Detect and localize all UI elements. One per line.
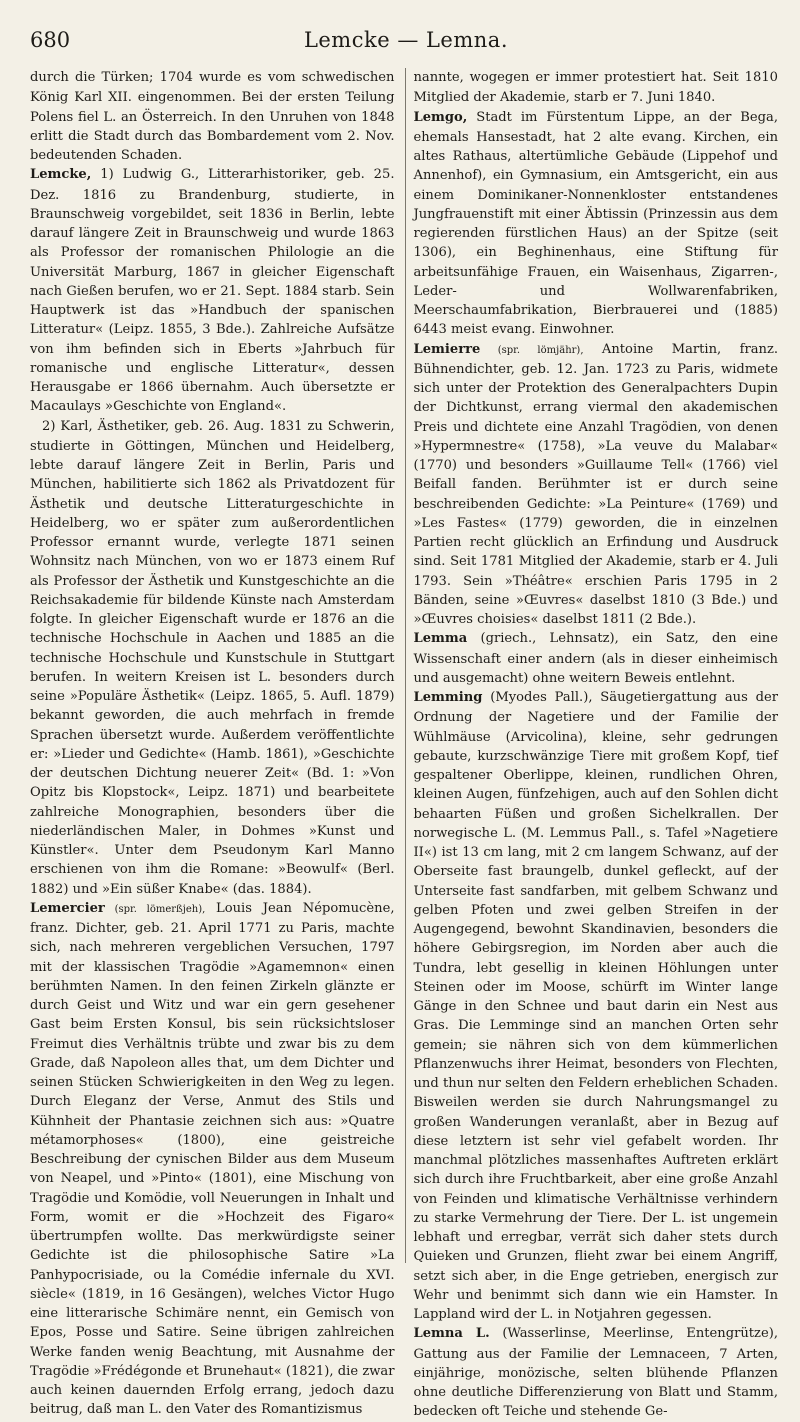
entry-headword: Lemercier: [30, 900, 105, 916]
entry-headword: Lemma: [413, 631, 468, 647]
paragraph: [414, 340, 779, 630]
paragraph: [414, 1324, 779, 1421]
paragraph: [414, 108, 779, 340]
page-header: [30, 28, 778, 58]
entry-text: Antoine Martin, franz. Bühnendichter, geb. 12. Jan. 1723 zu Paris, widmete sich unter der Protektion des Generalpachters Dupin der Dichtkunst, errang viermal den akademischen Preis und dichtete eine Anzahl Tragödien, von denen »Hypermnestre« (1758), »La veuve du Malabar« (1770) und besonders »Guillaume Tell« (1766) viel Beifall fanden. Berühmter ist er durch seine beschreibenden Gedichte: »La Peinture« (1769) und »Les Fastes« (1779) geworden, die in einzelnen Partien recht glücklich an Erfindung und Ausdruck sind. Seit 1781 Mitglied der Akademie, starb er 4. Juli 1793. Sein »Théâtre« erschien Paris 1795 in 2 Bänden, seine »Œuvres« daselbst 1810 (3 Bde.) und »Œuvres choisies« daselbst 1811 (2 Bde.).: [413, 341, 779, 627]
paragraph: [30, 68, 395, 165]
entry-text: 2) Karl, Ästhetiker, geb. 26. Aug. 1831 zu Schwerin, studierte in Göttingen, München und Heidelberg, lebte darauf längere Zeit in Berlin, Paris und München, habilitierte sich 1862 als Privatdozent für Ästhetik und deutsche Litteraturgeschichte in Heidelberg, wo er später zum außerordentlichen Professor ernannt wurde, verlegte 1871 seinen Wohnsitz nach München, von wo er 1873 einem Ruf als Professor der Ästhetik und Kunstgeschichte an die Reichsakademie für bildende Künste nach Amsterdam folgte. In gleicher Eigenschaft wurde er 1876 an die technische Hochschule in Aachen und 1885 an die technische Hochschule und Kunstschule in Stuttgart berufen. In weitern Kreisen ist L. besonders durch seine »Populäre Ästhetik« (Leipz. 1865, 5. Aufl. 1879) bekannt geworden, die auch mehrfach in fremde Sprachen übersetzt wurde. Außerdem veröffentlichte er: »Lieder und Gedichte« (Hamb. 1861), »Geschichte der deutschen Dichtung neuerer Zeit« (Bd. 1: »Von Opitz bis Klopstock«, Leipz. 1871) und bearbeitete zahlreiche Monographien, besonders über die niederländischen Maler, in Dohmes »Kunst und Künstler«. Unter dem Pseudonym Karl Manno erschienen von ihm die Romane: »Beowulf« (Berl. 1882) und »Ein süßer Knabe« (das. 1884).: [30, 418, 395, 897]
entry-headword: Lemming: [413, 690, 483, 705]
paragraph: [414, 629, 779, 688]
entry-text: (Myodes Pall.), Säugetiergattung aus der Ordnung der Nagetiere und der Familie der Wühlmäuse (Arvicolina), kleine, sehr gedrungen gebaute, kurzschwänzige Tiere mit großem Kopf, tief gespaltener Oberlippe, kleinen, rundlichen Ohren, kleinen Augen, fünfzehigen, auch auf den Sohlen dicht behaarten Füßen und großen Sichelkrallen. Der norwegische L. (M. Lemmus Pall., s. Tafel »Nagetiere II«) ist 13 cm lang, mit 2 cm langem Schwanz, auf der Oberseite fast braungelb, dunkel gefleckt, auf der Unterseite fast sandfarben, mit gelbem Schwanz und gelben Pfoten und zwei gelben Streifen in der Augengegend, bewohnt Skandinavien, besonders die höhere Gebirgsregion, im Norden aber auch die Tundra, lebt gesellig in kleinen Höhlungen unter Steinen oder im Moose, schürft im Winter lange Gänge in den Schnee und baut darin ein Nest aus Gras. Die Lemminge sind an manchen Orten sehr gemein; sie nähren sich von dem kümmerlichen Pflanzenwuchs ihrer Heimat, besonders von Flechten, und thun nur selten den Feldern erheblichen Schaden. Bisweilen werden sie durch Nahrungsmangel zu großen Wanderungen veranlaßt, aber in Bezug auf diese letztern ist sehr viel gefabelt worden. Ihr manchmal plötzliches massenhaftes Auftreten erklärt sich durch ihre Fruchtbarkeit, aber eine große Anzahl von Feinden und klimatische Verhältnisse verhindern zu starke Vermehrung der Tiere. Der L. ist ungemein lebhaft und erregbar, verrät sich daher stets durch Quieken und Grunzen, flieht zwar bei einem Angriff, setzt sich aber, in die Enge getrieben, energisch zur Wehr und benimmt sich dann wie ein Hamster. In Lappland wird der L. in Notjahren gegessen.: [413, 690, 778, 1322]
left-column: [30, 68, 395, 1418]
entry-text: (Wasserlinse, Meerlinse, Entengrütze), Gattung aus der Familie der Lemnaceen, 7 Arten, einjährige, monözische, selten blühende Pflanzen ohne deutliche Differenzierung von Blatt und Stamm, bedecken oft Teiche und stehende Ge-: [413, 1326, 778, 1420]
entry-text: Louis Jean Népomucène, franz. Dichter, geb. 21. April 1771 zu Paris, machte sich, nach mehreren vergeblichen Versuchen, 1797 mit der klassischen Tragödie »Agamemnon« einen berühmten Namen. In den feinen Zirkeln glänzte er durch Geist und Witz und war ein gern gesehener Gast beim Ersten Konsul, bis sein rücksichtsloser Freimut dies Verhältnis trübte und zwar bis zu dem Grade, daß Napoleon alles that, um dem Dichter und seinen Stücken Schwierigkeiten in den Weg zu legen. Durch Eleganz der Verse, Anmut des Stils und Kühnheit der Phantasie zeichnen sich aus: »Quatre métamorphoses« (1800), eine geistreiche Beschreibung der cynischen Bilder aus dem Museum von Neapel, und »Pinto« (1801), eine Mischung von Tragödie und Komödie, voll Neuerungen in Inhalt und Form, womit er die »Hochzeit des Figaro« übertrumpfen wollte. Das merkwürdigste seiner Gedichte ist die philosophische Satire »La Panhypocrisiade, ou la Comédie infernale du XVI. siècle« (1819, in 16 Gesängen), welches Victor Hugo eine litterarische Schimäre nennt, ein Gemisch von Epos, Posse und Satire. Seine übrigen zahlreichen Werke fanden wenig Beachtung, mit Ausnahme der Tragödie »Frédégonde et Brunehaut« (1821), die zwar auch keinen dauernden Erfolg errang, jedoch dazu beitrug, daß man L. den Vater des Romantizismus: [30, 900, 395, 1418]
entry-headword: Lemgo,: [413, 109, 468, 125]
entry-text: nannte, wogegen er immer protestiert hat. Seit 1810 Mitglied der Akademie, starb er 7. Juni 1840.: [413, 70, 778, 106]
paragraph: [414, 68, 779, 108]
paragraph: [30, 165, 395, 416]
pronunciation: (spr. lömerßjeh),: [104, 903, 206, 915]
entry-text: 1) Ludwig G., Litterarhistoriker, geb. 25. Dez. 1816 zu Brandenburg, studierte, in Braunschweig vorgebildet, seit 1836 in Berlin, lebte darauf längere Zeit in Braunschweig und wurde 1863 als Professor der romanischen Philologie an die Universität Marburg, 1867 in gleicher Eigenschaft nach Gießen berufen, wo er 21. Sept. 1884 starb. Sein Hauptwerk ist das »Handbuch der spanischen Litteratur« (Leipz. 1855, 3 Bde.). Zahlreiche Aufsätze von ihm befinden sich in Eberts »Jahrbuch für romanische und englische Litteratur«, dessen Herausgabe er 1866 übernahm. Auch übersetzte er Macaulays »Geschichte von England«.: [30, 167, 395, 415]
paragraph: [30, 899, 395, 1420]
page-number: 680: [30, 28, 71, 52]
right-column: [405, 68, 779, 1420]
entry-text: durch die Türken; 1704 wurde es vom schwedischen König Karl XII. eingenommen. Bei der ersten Teilung Polens fiel L. an Österreich. In den Unruhen von 1848 erlitt die Stadt durch das Bombardement vom 2. Nov. bedeutenden Schaden.: [30, 70, 395, 163]
pronunciation: (spr. lömjähr),: [480, 344, 584, 356]
entry-headword: Lemcke,: [30, 167, 92, 183]
paragraph: [30, 417, 395, 899]
article-columns: [30, 68, 779, 1420]
entry-headword: Lemierre: [413, 341, 481, 357]
entry-text: (griech., Lehnsatz), ein Satz, den eine Wissenschaft einer andern (als in dieser einheimisch und ausgemacht) ohne weitern Beweis entlehnt.: [413, 631, 778, 686]
running-head: Lemcke — Lemna.: [303, 28, 508, 52]
paragraph: [414, 688, 779, 1324]
entry-text: Stadt im Fürstentum Lippe, an der Bega, ehemals Hansestadt, hat 2 alte evang. Kirchen, ein altes Rathaus, altertümliche Gebäude (Lippehof und Annenhof), ein Gymnasium, ein Amtsgericht, ein aus einem Dominikaner-Nonnenkloster entstandenes Jungfrauenstift mit einer Äbtissin (Prinzessin aus dem regierenden fürstlichen Haus) an der Spitze (seit 1306), ein Beghinenhaus, eine Stiftung für arbeitsunfähige Frauen, ein Waisenhaus, Zigarren-, Leder- und Wollwarenfabriken, Meerschaumfabrikation, Bierbrauerei und (1885) 6443 meist evang. Einwohner.: [413, 109, 778, 338]
entry-headword: Lemna L.: [413, 1326, 490, 1342]
